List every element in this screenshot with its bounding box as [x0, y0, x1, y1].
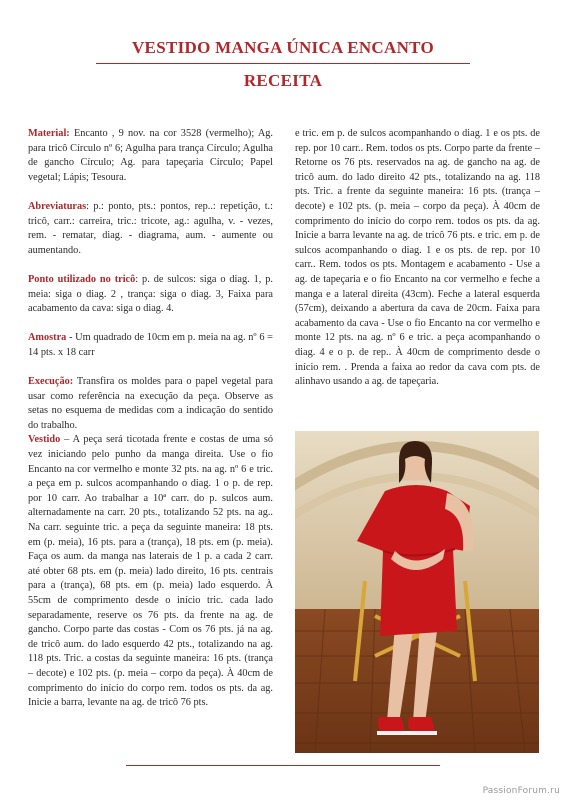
- abbreviations-label: Abreviaturas: [28, 200, 87, 212]
- left-text-column: [28, 127, 273, 711]
- right-text-column: [295, 127, 540, 390]
- gauge-paragraph: [28, 331, 273, 360]
- material-paragraph: [28, 127, 273, 185]
- execution-paragraph: [28, 375, 273, 433]
- section-subtitle: RECEITA: [243, 71, 323, 90]
- gauge-label: Amostra: [28, 332, 67, 344]
- pattern-title: VESTIDO MANGA ÚNICA ENCANTO: [131, 38, 435, 57]
- execution-label: Execução:: [28, 376, 74, 388]
- footer-divider: [126, 765, 440, 766]
- material-label: Material:: [28, 128, 70, 139]
- stitch-label: Ponto utilizado no tricô: [28, 273, 136, 285]
- model-photo: [295, 431, 539, 753]
- abbreviations-paragraph: [28, 200, 273, 258]
- execution-text: Transfira os moldes para o papel vegetal para usar como referência na execução da peça. Observe as setas no esquema de medidas com a indicação do sentido do trabalho.: [28, 376, 273, 431]
- material-text: Encanto , 9 nov. na cor 3528 (vermelho); Ag. para tricô Círculo nº 6; Agulha para trança Círculo; Agulha de gancho Círculo; Ag. para tapeçaria Círculo; Papel vegetal; Lápis; Tesoura.: [28, 128, 273, 183]
- dress-paragraph: [28, 433, 273, 710]
- gauge-text: - Um quadrado de 10cm em p. meia na ag. nº 6 = 14 pts. x 18 carr: [28, 332, 273, 358]
- title-divider: [96, 63, 470, 64]
- dress-paragraph-continued: e tric. em p. de sulcos acompanhando o diag. 1 e os pts. de rep. por 10 carr.. Rem. todos os pts. Corpo parte da frente – Retorne os 76 pts. reservados na ag. de gancho na ag. de tricô aum. do lado direito 42 pts., totalizando na ag. 118 pts. Tric. a frente da seguinte maneira: 16 pts. (trança – decote) e 102 pts. (p. meia – corpo da peça). À 40cm de comprimento do início do corpo rem. todos os pts. da ag. Inicie a barra levante na ag. de tricô 76 pts. e tric. em p. de sulcos acompanhando o diag. 1 e os pts. de rep. por 10 carr.. Rem. todos os pts. Montagem e acabamento - Use a ag. de tapeçaria e o fio Encanto na cor vermelho e feche a manga e a lateral direita (43cm). Feche a lateral esquerda (57cm), deixando a abertura da cava de 20cm. Faixa para acabamento da cava - Use o fio Encanto na cor vermelho e monte 12 pts. na ag. nº 6 e tric. a peça acompanhando o diag. 4 e o p. de rep.. À 40cm de comprimento desde o início rem. . Prenda a faixa ao redor da cava com pts. de alinhavo usando a ag. de tapeçaria.: [295, 128, 540, 388]
- dress-label: Vestido: [28, 434, 61, 446]
- abbreviations-text: : p.: ponto, pts.: pontos, rep..: repetição, t.: tricô, carr.: carreira, tric.: tricote, ag.: agulha, v. - vezes, rem. - rematar, diag. - diagrama, aum. - aumente ou aumentando.: [28, 200, 273, 256]
- watermark: PassionForum.ru: [482, 786, 560, 796]
- stitch-text: : p. de sulcos: siga o diag. 1, p. meia: siga o diag. 2 , trança: siga o diag. 3, Faixa para acabamento da cava: siga o diag. 4.: [28, 273, 273, 315]
- stitch-paragraph: [28, 273, 273, 317]
- dress-text-part1: – A peça será ticotada frente e costas de uma só vez iniciando pelo punho da manga direita. Use o fio Encanto na cor vermelho e monte 32 pts. na ag. nº 6 e tric. a peça em p. sulcos acompanhando o diag. 1 o p. de rep. por 10 carr. Ao trabalhar a 10ª carr. do p. sulcos aum. alternadamente na carr. 20 pts., totalizando 52 pts. na ag.. Na carr. seguinte tric. a peça da seguinte maneira: 18 pts. em (p. meia), 16 pts. para a (trança), 18 pts. em (p. meia). Faça os aum. da manga nas laterais de 1 p. a cada 2 carr. até obter 68 pts. em (p. meia) lado direito, 16 pts. centrais para a (trança), 68 pts. em (p. meia) lado esquerdo. À 55cm de comprimento desde o início tric. cada lado separadamente, reserve os 76 pts. da frente na ag. de gancho. Corpo parte das costas - Com os 76 pts. já na ag. de tricô aum. do lado esquerdo 42 pts., totalizando na ag. 118 pts. Tric. a costas da seguinte maneira: 16 pts. (trança – decote) e 102 pts. (p. meia – corpo da peça). À 40cm de comprimento do início do corpo rem. todos os pts. da ag. Inicie a barra, levante na ag. de tricô 76 pts.: [28, 434, 273, 709]
